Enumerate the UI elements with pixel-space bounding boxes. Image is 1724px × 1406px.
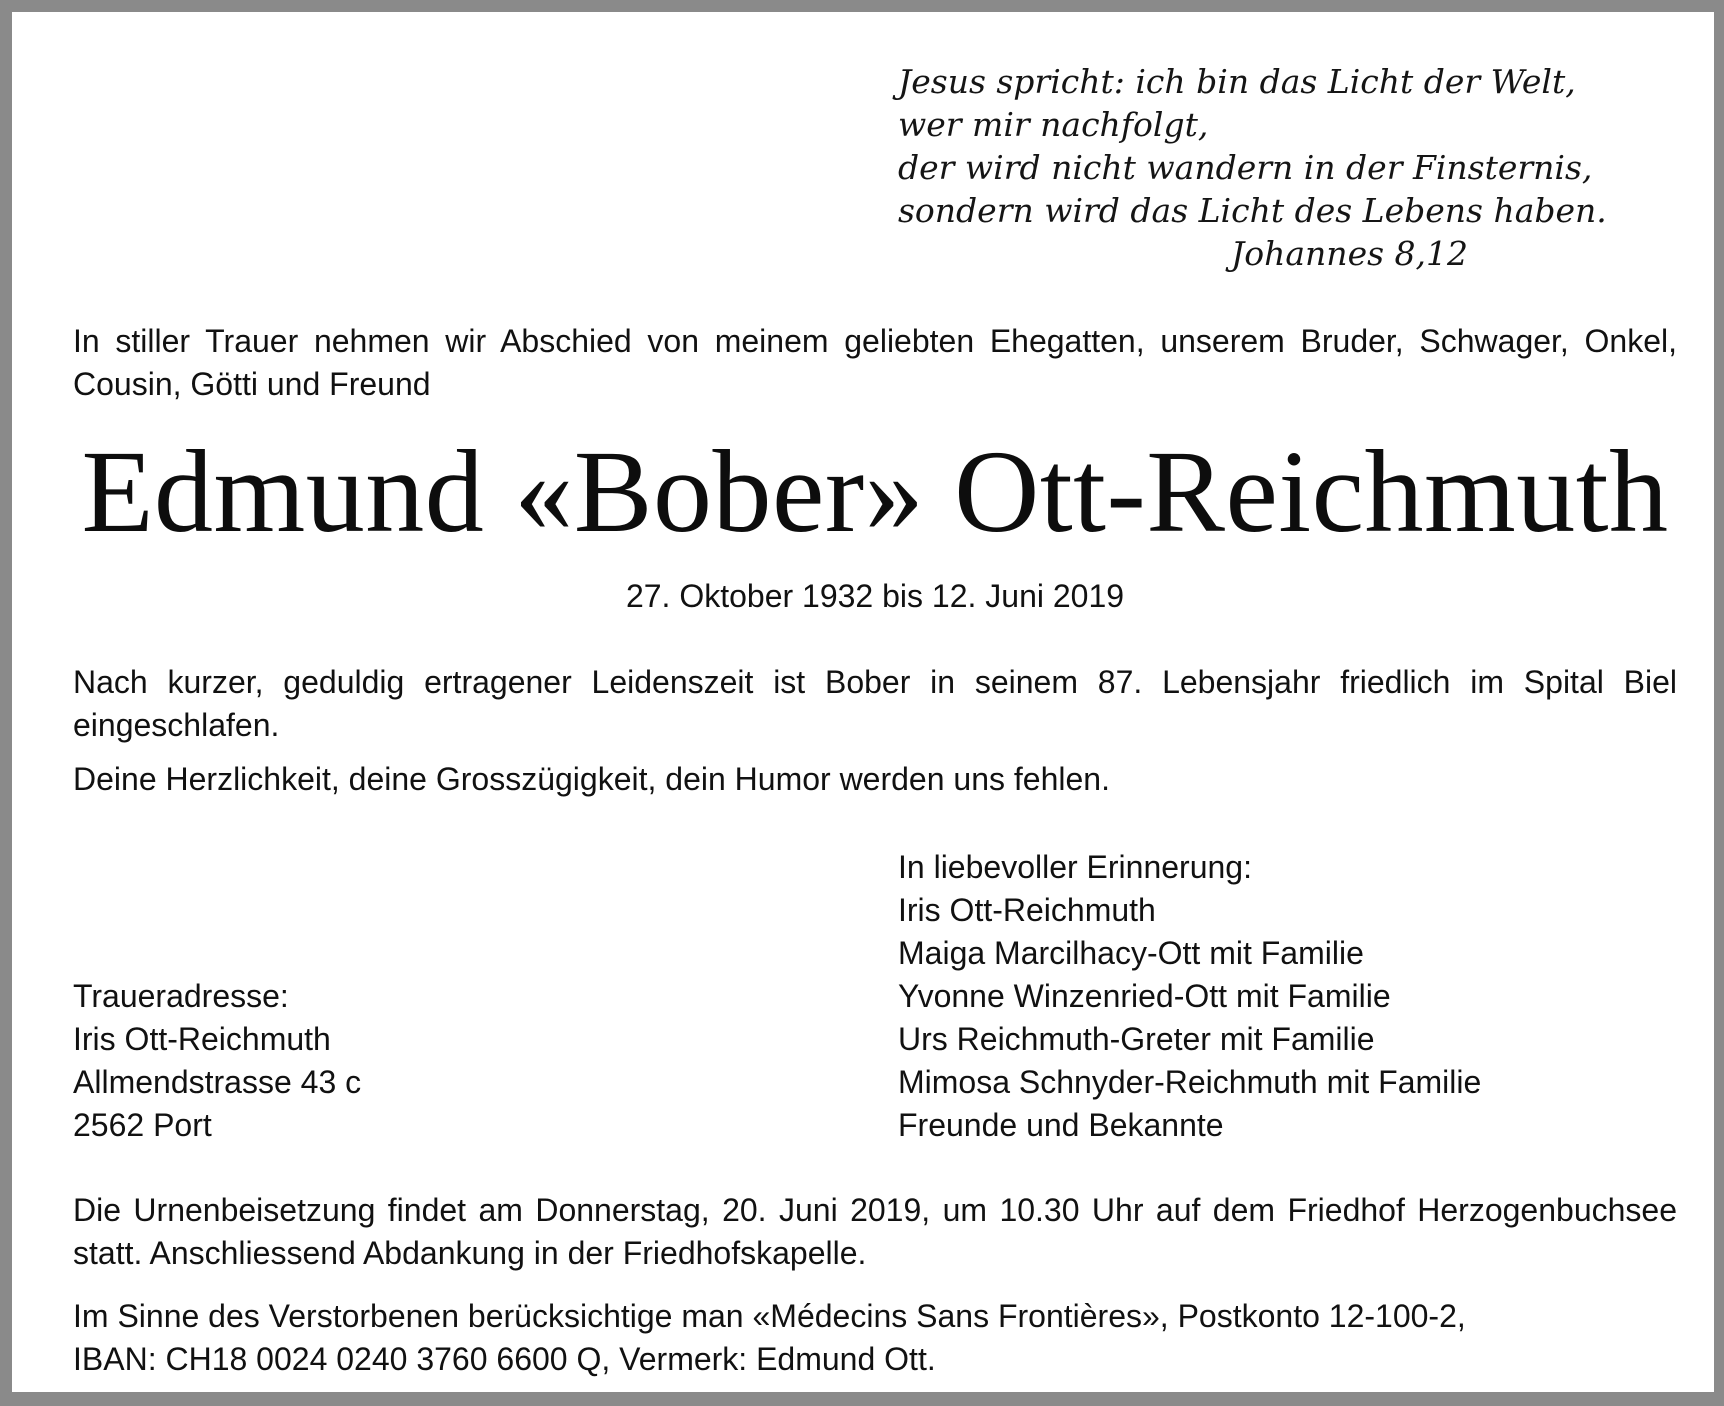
donation-text: [73, 1295, 1677, 1381]
donation-line: Im Sinne des Verstorbenen berücksichtige man «Médecins Sans Frontières», Postkonto 12-100-2,: [73, 1298, 1466, 1334]
passage-text: Nach kurzer, geduldig ertragener Leidenszeit ist Bober in seinem 87. Lebensjahr friedlich im Spital Biel eingeschlafen.: [73, 664, 1677, 743]
verse-line: der wird nicht wandern in der Finsternis,: [898, 148, 1593, 187]
mourner-item: Yvonne Winzenried-Ott mit Familie: [898, 978, 1391, 1014]
bible-verse: [898, 60, 1607, 275]
mourner-item: Iris Ott-Reichmuth: [898, 892, 1156, 928]
remembrance-heading: In liebevoller Erinnerung:: [898, 849, 1252, 885]
mourning-address: [73, 975, 773, 1147]
address-street: Allmendstrasse 43 c: [73, 1064, 362, 1100]
verse-line: sondern wird das Licht des Lebens haben.: [898, 191, 1607, 230]
life-dates: 27. Oktober 1932 bis 12. Juni 2019: [625, 578, 1125, 614]
donation-line: IBAN: CH18 0024 0240 3760 6600 Q, Vermerk: Edmund Ott.: [73, 1341, 936, 1377]
mourner-item: Urs Reichmuth-Greter mit Familie: [898, 1021, 1375, 1057]
mourner-item: Mimosa Schnyder-Reichmuth mit Familie: [898, 1064, 1482, 1100]
remembrance-list: [898, 846, 1678, 1147]
address-heading: Traueradresse:: [73, 978, 289, 1014]
verse-line: Jesus spricht: ich bin das Licht der Welt,: [898, 62, 1576, 101]
address-name: Iris Ott-Reichmuth: [73, 1021, 331, 1057]
mourner-item: Freunde und Bekannte: [898, 1107, 1224, 1143]
address-city: 2562 Port: [73, 1107, 212, 1143]
verse-line: wer mir nachfolgt,: [898, 105, 1209, 144]
intro-text: In stiller Trauer nehmen wir Abschied von meinem geliebten Ehegatten, unserem Bruder, Schwager, Onkel, Cousin, Götti und Freund: [73, 323, 1677, 402]
ceremony-text: Die Urnenbeisetzung findet am Donnerstag, 20. Juni 2019, um 10.30 Uhr auf dem Friedhof Herzogenbuchsee statt. Anschliessend Abdankung in der Friedhofskapelle.: [73, 1192, 1677, 1271]
mourner-item: Maiga Marcilhacy-Ott mit Familie: [898, 935, 1364, 971]
farewell-text: Deine Herzlichkeit, deine Grosszügigkeit, dein Humor werden uns fehlen.: [73, 761, 1110, 797]
deceased-name: Edmund «Bober» Ott-Reichmuth: [81, 426, 1669, 557]
verse-reference: Johannes 8,12: [1231, 234, 1468, 273]
